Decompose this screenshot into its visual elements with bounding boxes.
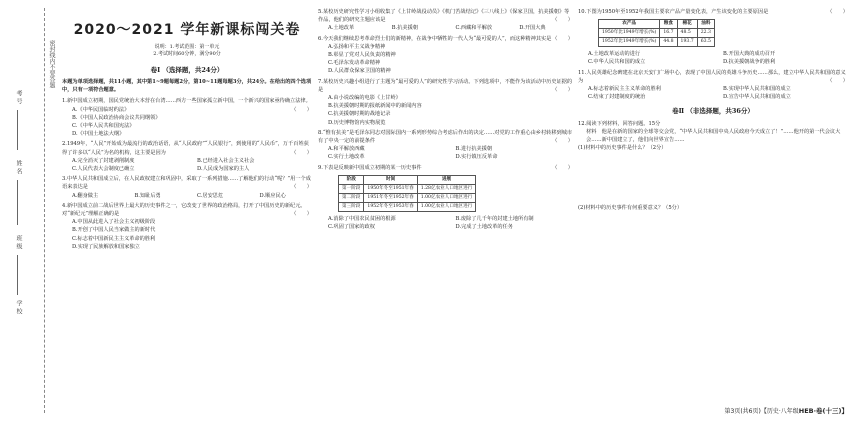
option: B.《中国人民政治协商会议共同纲领》 [72,114,161,121]
question-10: 10.下图为1950年至1952年我国主要农产品产量变化表，产生该变化的主要原因是 （ ） 农产品 粮食 棉花 油料 1950年比1949年增长(%) 16.7 48.5 22.3 1952年比1949年增长(%) 44.8 193.7 63.5 A.土地改革运动的进行 B.开国大典的成功召开 C.中华人民共和国的成立 D.抗美援朝战争的胜利 [578,9,848,66]
option: D.完成了土地改革的任务 [455,224,513,231]
binding-label-id: 考号 [15,90,22,106]
option: B.开国大典的成功召开 [723,51,776,58]
option: C.《中华人民共和国宪法》 [72,123,135,130]
option: B.抗美援朝时期的报纸新闻中的新闻内容 [328,103,422,110]
binding-line [17,110,18,150]
question-1: 1.新中国成立初期，国民党统治大本营在台湾……西方一些国家孤立新中国，一个新兴的国家亟待确立法律。 （ ） A.《中华民国临时约法》 B.《中国人民政治协商会议共同纲领》 C.《中华人民共和国宪法》 D.《中国土地法大纲》 [62,98,312,138]
option: D.实行镇压反革命 [455,154,498,161]
part1-intro: 本题为单项选择题，共11小题，其中第1~9题每题2分，第10~11题每题3分，共24分。在给出的四个选项中，只有一项符合题意。 [62,79,312,94]
binding-line [17,255,18,295]
question-12-ask-1: (1)材料中的历史事件是什么？（2分） [578,145,667,152]
table-row: 第三阶段 1952年冬至1953年春 1.00亿农业人口地区进行 [339,202,476,211]
part2-heading: 卷Ⅱ （非选择题，共36分） [672,107,754,116]
binding-line [17,180,18,225]
question-4: 4.新中国成立前二战后世界上最大的历史事件之一，它改变了世界的政治格局，打开了中国历史的新纪元。对“新纪元”理解正确的是 （ ） A.中国从此进入了社会主义初级阶段 B.开创了中国人民当家做主的新时代 C.标志着中国新民主主义革命的胜利 D.实现了民族解放和国家独立 [62,202,312,250]
option: C.毛泽东发动革命精神 [328,60,381,67]
part1-heading: 卷Ⅰ （选择题，共24分） [150,66,224,75]
option: C.居安思危 [197,192,224,199]
option: C.中华人民共和国的成立 [588,59,646,66]
land-reform-table: 阶段 时间 进展 第一阶段 1950年冬至1951年春 1.28亿农业人口地区进行 第二阶段 1951年冬至1952年春 1.00亿农业人口地区进行 第三阶段 1952年冬至1953年春 1.00亿农业人口地区进行 [338,175,476,212]
answer-space [578,213,848,273]
table-row: 第一阶段 1950年冬至1951年春 1.28亿农业人口地区进行 [339,184,476,193]
option: A.完全消灭了封建剥削制度 [72,157,135,164]
exam-title: 2020～2021 学年新课标闯关卷 [73,22,301,38]
option: B.开创了中国人民当家做主的新时代 [72,227,156,234]
option: D.宣告中华人民共和国的成立 [723,94,791,101]
option: A.和平解放西藏 [328,146,365,153]
instructions: 说明：1.考试范围：第一单元 2.考试时间60分钟，满分90分 [153,44,221,58]
page-footer [725,406,848,415]
question-12-ask-2: (2)材料中的历史事件有何重要意义？（5分） [578,205,683,212]
footer-text: 第3页(共6页)【历史·八年级 [724,408,799,415]
option: D.人民成为国家的主人 [197,166,250,173]
option: D.历史博物馆内实物展览 [328,119,386,126]
option: A.翻身做主 [72,192,99,199]
question-11: 11.人民英雄纪念碑建在北京天安门广场中心，表现了中国人民的英雄斗争历史……那么，建立中华人民共和国的意义为 （ ） A.标志着新民主主义革命的胜利 B.实现中华人民共和国的成立 C.结束了封建制度的统治 D.宣告中华人民共和国的成立 [578,69,848,101]
binding-label-name: 姓名 [15,160,22,176]
question-8: 8.“惟有抗美”是毛泽东同志对国际国内一系列形势综合考虑后作出的决定……对党的工作重心由乡村转移到城市有了中央一定的前提条件 （ ） A.和平解放西藏 B.进行抗美援朝 C.实行土地改革 D.实行镇压反革命 [318,129,573,161]
option: B.抗美援朝 [391,25,418,32]
option: C.人民代表大会制度已确立 [72,166,135,173]
option: D.人民群众保家卫国的精神 [328,68,391,75]
binding-margin [0,0,58,423]
option: C.巩固了国家的政权 [328,224,375,231]
option: A.中国从此进入了社会主义初级阶段 [72,219,156,226]
question-5: 5.某校历史研究性学习小组收集了《上甘岭战役动员》《机门苦战结记》《三八线上》《保家卫国，抗美援朝》等作品，他们的研究主题应该是 （ ） A.土地改革 B.抗美援朝 C.西藏和平解放 D.开国大典 [318,9,573,32]
option: A.标志着新民主主义革命的胜利 [588,86,661,93]
column-1 [62,8,312,253]
column-3 [578,8,848,275]
option: B.实现中华人民共和国的成立 [723,86,791,93]
option: B.废除了几千年的封建土地所有制 [455,215,534,222]
option: A.弘扬和平主义战争精神 [328,43,386,50]
option: D.实现了民族解放和国家独立 [72,243,140,250]
question-2: 2.1949年，“人民”开始成为最流行的政治话语，从“人民政府”“人民银行”，到使用的“人民币”，万千百姓获得了许多以“人民”为名的机构，这主要是因为 （ ） A.完全消灭了封建剥削制度 B.已经进入社会主义社会 C.人民代表大会制度已确立 D.人民成为国家的主人 [62,141,312,173]
question-3: 3.中华人民共和国成立后，在人民政权建立和巩固中，采取了一系列措施……了解他们的行动“呢？”用一个成语来表达是 （ ） A.翻身做主 B.知耻后勇 C.居安思危 D.顺应民心 [62,176,312,199]
option: D.抗美援朝战争的胜利 [723,59,776,66]
binding-label-class: 班级 [15,235,22,251]
option: A.由小说改编的电影《上甘岭》 [328,95,401,102]
column-2 [318,8,573,233]
option: A.土地改革 [328,25,355,32]
option: C.结束了封建制度的统治 [588,94,646,101]
question-9: 9.下表是反映新中国成立初期的某一历史事件 （ ） 阶段 时间 进展 第一阶段 1950年冬至1951年春 1.28亿农业人口地区进行 第二阶段 1951年冬至1952年春 1.00亿农业人口地区进行 第三阶段 1952年冬至1953年春 1.00亿农业人口地区进行 A.消除了中国农民贫困的根源 B.废除了几千年的封建土地所有制 C.巩固了国家的政权 D.完成了土地改革的任务 [318,164,573,231]
option: A.消除了中国农民贫困的根源 [328,215,396,222]
seal-note: 密封线内不要答题 [48,40,55,88]
table-row: 1952年比1949年增长(%) 44.8 193.7 63.5 [599,38,715,47]
question-12-material: 材料 他是在新的国家的全球等交会党，“中华人民共和国中央人民政府今天成立了！”……他开的第一代会议大会……新中国建立了，他们向世界宣告…… [586,128,841,144]
option: C.西藏和平解放 [455,25,493,32]
table-row: 1950年比1949年增长(%) 16.7 48.5 22.3 [599,29,715,38]
option: B.进行抗美援朝 [455,146,493,153]
binding-label-school: 学校 [15,300,22,316]
option: C.实行土地改革 [328,154,365,161]
answer-space [578,152,848,204]
option: B.已经进入社会主义社会 [197,157,255,164]
option: A.《中华民国临时约法》 [72,106,130,113]
question-6: 6.今天我们继续思考革命烈士们的新精神，在战争中牺牲的一代人为“最可爱的人”，而这种精神其实是 （ ） A.弘扬和平主义战争精神 B.彰显了党对人民负责的精神 C.毛泽东发动革命精神 D.人民群众保家卫国的精神 [318,35,573,75]
seal-line [44,8,45,413]
option: C.标志着中国新民主主义革命的胜利 [72,235,156,242]
option: D.顺应民心 [259,192,286,199]
footer-code: HEB·卷(十三)】 [798,407,848,415]
table-row: 第二阶段 1951年冬至1952年春 1.00亿农业人口地区进行 [339,193,476,202]
option: D.开国大典 [519,25,546,32]
option: A.土地改革运动的进行 [588,51,641,58]
option: C.抗美援朝时期的战地记录 [328,111,391,118]
option: B.彰显了党对人民负责的精神 [328,52,396,59]
question-12 [578,120,848,273]
question-7: 7.某校历史兴趣小组进行了主题为“最可爱的人”的研究性学习活动。下列选项中，不能作为该活动中历史证据的是 （ ） A.由小说改编的电影《上甘岭》 B.抗美援朝时期的报纸新闻中的新闻内容 C.抗美援朝时期的战地记录 D.历史博物馆内实物展览 [318,78,573,126]
option: B.知耻后勇 [134,192,161,199]
question-12-title: 12.阅读下列材料，回答问题。15分 [578,120,661,127]
crop-output-table: 农产品 粮食 棉花 油料 1950年比1949年增长(%) 16.7 48.5 22.3 1952年比1949年增长(%) 44.8 193.7 63.5 [598,19,715,47]
option: D.《中国土地法大纲》 [72,131,125,138]
